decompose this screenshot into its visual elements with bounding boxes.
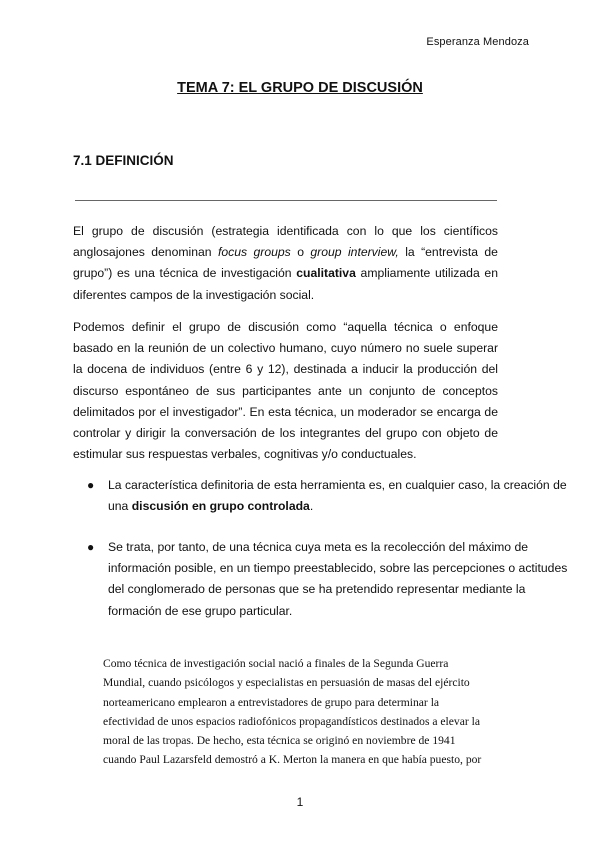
term-focus-groups: focus groups [217, 245, 291, 260]
bullet-2-text: Se trata, por tanto, de una técnica cuya meta es la recolección del máximo de información posible, en un tiempo preestablecido, sobre las percepciones o actitudes del conglomerado de personas que se ha pretendido representar mediante la formación de ese grupo particular. [108, 540, 568, 618]
term-group-interview: group interview, [310, 245, 399, 260]
term-cualitativa: cualitativa [296, 266, 356, 281]
bullet-item-1 [73, 475, 568, 517]
paragraph-definition: Podemos definir el grupo de discusión como “aquella técnica o enfoque basado en la reunión de un colectivo humano, cuyo número no suele superar la docena de individuos (entre 6 y 12), destinada a inducir la producción del discurso espontáneo de sus participantes ante un conjunto de conceptos delimitados por el investigador”. En esta técnica, un moderador se encarga de controlar y dirigir la conversación de los integrantes del grupo con objeto de estimular sus respuestas verbales, cognitivas y/o conductuales. [73, 320, 498, 462]
history-line: cuando Paul Lazarsfeld demostró a K. Merton la manera en que había puesto, por [103, 753, 482, 767]
history-line: moral de las tropas. De hecho, esta técnica se originó en noviembre de 1941 [103, 734, 456, 748]
history-line: efectividad de unos espacios radiofónicos propagandísticos destinados a elevar la [103, 714, 480, 728]
bullet-1-bold: discusión en grupo controlada [131, 499, 310, 514]
horizontal-rule [75, 200, 497, 201]
paragraph-intro-text-1: El grupo de discusión (estrategia identificada con lo que los científicos anglosajones denominan [73, 224, 498, 260]
paragraph-intro-text-3: la “entrevista de grupo”) es una técnica de investigación [73, 245, 498, 281]
bullet-dot-icon: ● [87, 540, 95, 554]
section-heading: 7.1 DEFINICIÓN [73, 153, 174, 168]
page-number: 1 [296, 795, 304, 809]
paragraph-intro-text-2: o [290, 245, 311, 260]
paragraph-intro-text-4: ampliamente utilizada en diferentes campos de la investigación social. [73, 266, 498, 302]
bullet-dot-icon: ● [87, 478, 95, 492]
history-paragraph [103, 654, 508, 770]
document-title: TEMA 7: EL GRUPO DE DISCUSIÓN [177, 80, 423, 96]
paragraph-intro [73, 221, 498, 306]
history-line: Como técnica de investigación social nació a finales de la Segunda Guerra [103, 657, 449, 670]
header-author: Esperanza Mendoza [426, 36, 529, 48]
bullet-item-2 [73, 537, 578, 622]
bullet-1-text-2: . [309, 499, 314, 514]
bullet-1-text-1: La característica definitoria de esta herramienta es, en cualquier caso, la creación de una [108, 478, 567, 514]
history-line: Mundial, cuando psicólogos y especialistas en persuasión de masas del ejército [103, 676, 470, 690]
history-line: norteamericano emplearon a entrevistadores de grupo para determinar la [103, 695, 440, 709]
